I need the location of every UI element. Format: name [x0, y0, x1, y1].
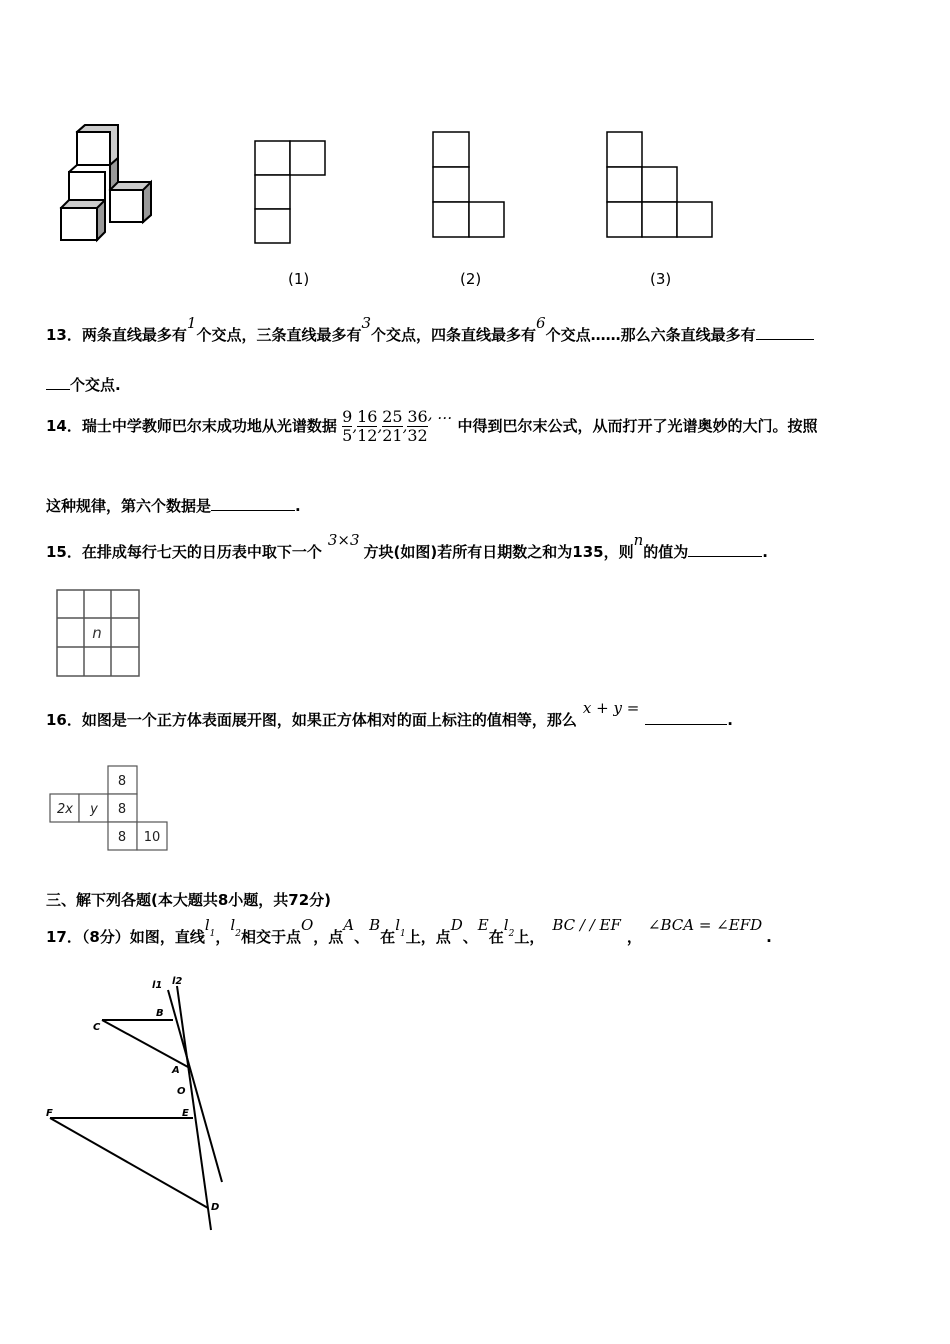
fraction: $\frac{9}{5}$ [342, 407, 353, 445]
question-15: 15．在排成每行七天的日历表中取下一个3×3方块(如图)若所有日期数之和为135，则n的值为 . [46, 531, 768, 561]
net-center: 8 [117, 802, 127, 817]
question-number: 17． [46, 928, 82, 946]
label-l2: l2 [172, 976, 183, 987]
question-number: 15． [46, 543, 82, 561]
question-17: 17．（8分）如图，直线$l_1$，$l_2$相交于点O，点A、B在$l_1$上，点D、E在$l_2$上，BC / / EF，∠BCA = ∠EFD. [46, 916, 772, 946]
answer-blank[interactable] [688, 542, 762, 557]
figure-label-2: (2) [460, 270, 482, 288]
figure-label-3: (3) [650, 270, 672, 288]
question-number: 13． [46, 326, 82, 344]
label-B: B [156, 1008, 164, 1019]
view-figure-1 [254, 140, 326, 245]
question-16: 16．如图是一个正方体表面展开图，如果正方体相对的面上标注的值相等，那么x + y =. [46, 699, 733, 729]
answer-blank-cont[interactable] [46, 375, 70, 390]
label-D: D [211, 1202, 220, 1213]
grid-center-label: n [92, 624, 102, 642]
question-13-cont: 个交点. [46, 374, 121, 395]
fraction: $\frac{25}{21}$ [382, 407, 403, 445]
net-right: 10 [143, 830, 161, 845]
cube-net-figure [49, 765, 171, 853]
stacked-cubes-figure [55, 120, 160, 245]
math-value: 1 [186, 314, 197, 332]
net-y: y [90, 802, 98, 817]
math-expression: x + y = [582, 699, 640, 717]
question-14-cont: 这种规律，第六个数据是 . [46, 497, 301, 515]
net-bottom: 8 [117, 830, 127, 845]
math-expression: 3×3 [327, 531, 360, 549]
net-top: 8 [117, 774, 127, 789]
label-A: A [172, 1065, 180, 1076]
answer-blank[interactable] [756, 325, 814, 340]
figure-label-1: (1) [288, 270, 310, 288]
calendar-3x3-grid [56, 589, 140, 677]
label-l1: l1 [152, 980, 163, 991]
label-F: F [46, 1108, 53, 1119]
math-value: 3 [361, 314, 371, 332]
net-2x: 2x [57, 802, 73, 817]
fraction: $\frac{36}{32}$ [407, 407, 428, 445]
answer-blank[interactable] [645, 710, 727, 725]
math-angle-equality: ∠BCA = ∠EFD [647, 916, 763, 934]
section-3-heading: 三、解下列各题(本大题共8小题，共72分) [46, 891, 332, 909]
label-E: E [182, 1108, 189, 1119]
question-14: 14．瑞士中学教师巴尔末成功地从光谱数据 $\frac{9}{5}$ , $\frac{16}{12}$ , $\frac{25}{21}$ , $\frac{36}{32}$ , … 中得到巴尔末公式，从而打开了光谱奥妙的大门。按照 [46, 405, 818, 445]
math-variable: n [633, 531, 644, 549]
math-value: 6 [536, 314, 546, 332]
label-O: O [177, 1086, 186, 1097]
view-figure-3 [606, 131, 714, 239]
view-figure-2 [432, 131, 506, 239]
math-parallel: BC / / EF [552, 916, 621, 934]
question-13: 13．两条直线最多有1个交点，三条直线最多有3个交点，四条直线最多有6个交点……那么六条直线最多有 [46, 324, 814, 345]
geometry-diagram [40, 970, 240, 1235]
question-number: 14． [46, 417, 82, 435]
answer-blank[interactable] [211, 496, 295, 511]
question-number: 16． [46, 711, 82, 729]
fraction: $\frac{16}{12}$ [357, 407, 378, 445]
label-C: C [93, 1022, 101, 1033]
